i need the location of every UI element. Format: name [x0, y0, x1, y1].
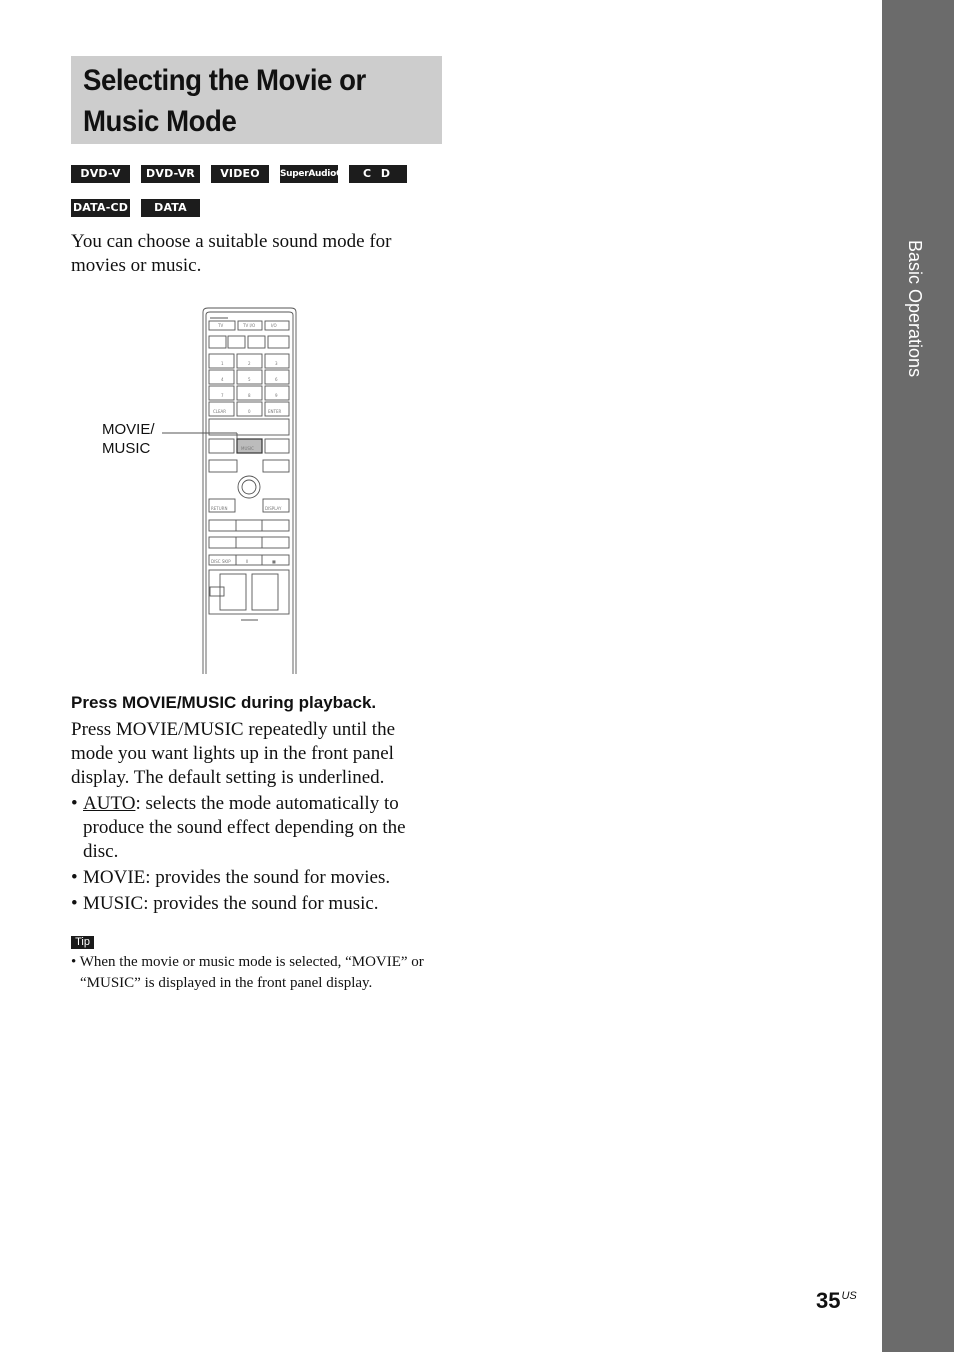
- svg-text:8: 8: [248, 393, 251, 398]
- svg-text:CLEAR: CLEAR: [213, 409, 227, 414]
- cd-badge: C D: [349, 165, 407, 183]
- option-movie-name: MOVIE: [83, 867, 146, 888]
- dvd-vr-badge: DVD-VR: [141, 165, 200, 183]
- svg-text:TV I/O: TV I/O: [243, 323, 256, 328]
- svg-text:DISC SKIP: DISC SKIP: [211, 559, 231, 564]
- movie-music-callout: MOVIE/ MUSIC: [102, 421, 155, 457]
- dvd-v-badge: DVD-V: [71, 165, 130, 183]
- option-movie-desc: : provides the sound for movies.: [145, 867, 391, 888]
- video-cd-badge: VIDEO CD: [211, 165, 269, 183]
- section-title-box: [71, 56, 442, 144]
- svg-text:II: II: [246, 559, 249, 564]
- tip-text: • When the movie or music mode is selected, “MOVIE” or “MUSIC” is displayed in the front panel display.: [71, 954, 424, 991]
- super-audio-cd-badge: SuperAudioCD: [280, 165, 338, 183]
- remote-control-drawing: [100, 306, 310, 674]
- side-tab-label: Basic Operations: [905, 240, 925, 378]
- data-cd-badge: DATA-CD: [71, 199, 130, 217]
- svg-text:5: 5: [248, 377, 251, 382]
- svg-text:7: 7: [221, 393, 224, 398]
- svg-text:I/O: I/O: [271, 323, 277, 328]
- intro-text: You can choose a suitable sound mode for movies or music.: [71, 231, 392, 276]
- option-music-name: MUSIC: [83, 893, 144, 914]
- option-auto-desc: : selects the mode automatically to produce the sound effect depending on the disc.: [83, 793, 406, 862]
- remote-illustration: [100, 306, 310, 674]
- svg-text:MUSIC: MUSIC: [241, 446, 254, 451]
- svg-text:TV: TV: [218, 323, 224, 328]
- option-auto: [71, 792, 431, 864]
- svg-text:3: 3: [275, 361, 278, 366]
- page-number: $35^{US}$: [816, 1288, 857, 1313]
- step-heading: Press MOVIE/MUSIC during playback.: [71, 693, 377, 712]
- svg-text:9: 9: [275, 393, 278, 398]
- svg-text:■: ■: [272, 559, 276, 564]
- svg-text:0: 0: [248, 409, 251, 414]
- svg-text:ENTER: ENTER: [268, 409, 282, 414]
- data-dvd-badge: DATA DVD: [141, 199, 200, 217]
- svg-text:1: 1: [221, 361, 224, 366]
- svg-text:DISPLAY: DISPLAY: [265, 506, 282, 511]
- option-movie: [71, 866, 431, 890]
- option-music: [71, 892, 431, 916]
- section-title: Selecting the Movie or Music Mode: [83, 64, 366, 138]
- svg-text:RETURN: RETURN: [211, 506, 228, 511]
- option-auto-name: AUTO: [83, 793, 136, 814]
- svg-text:4: 4: [221, 377, 224, 382]
- svg-text:2: 2: [248, 361, 251, 366]
- tip-label: Tip: [71, 936, 94, 949]
- step-body: Press MOVIE/MUSIC repeatedly until the mode you want lights up in the front panel display. The default setting is underlined.: [71, 719, 396, 788]
- mode-options-list: [71, 792, 431, 918]
- option-music-desc: : provides the sound for music.: [143, 893, 379, 914]
- side-tab: [882, 0, 954, 1352]
- svg-text:6: 6: [275, 377, 278, 382]
